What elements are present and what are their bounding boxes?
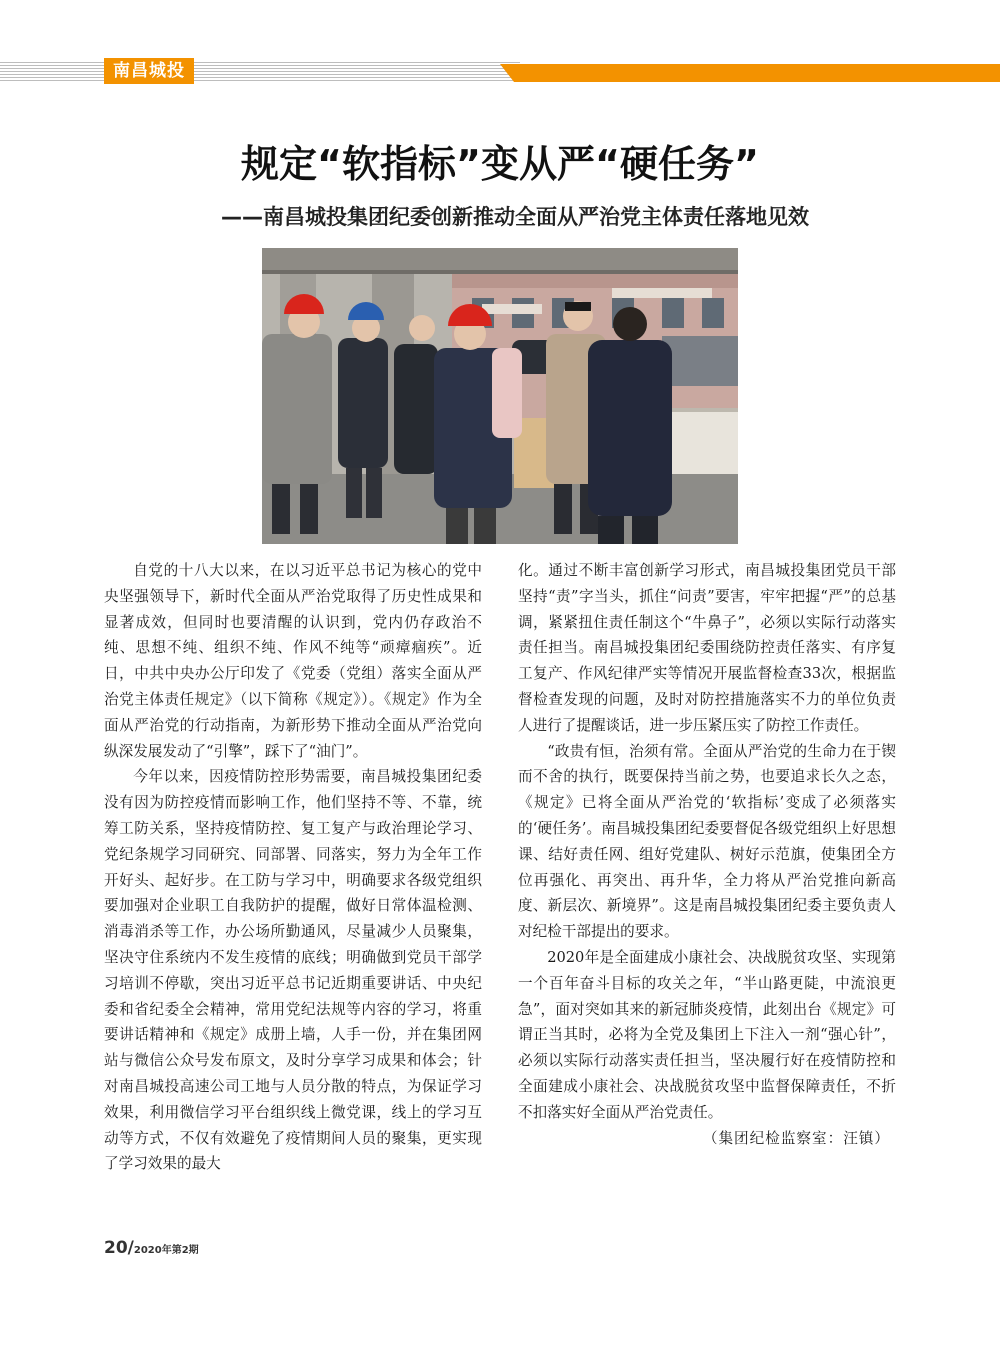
text-column-left [104,558,482,1177]
header-rule-lines [0,62,520,82]
paragraph: 2020年是全面建成小康社会、决战脱贫攻坚、实现第一个百年奋斗目标的攻关之年，“半山路更陡，中流浪更急”，面对突如其来的新冠肺炎疫情，此刻出台《规定》可谓正当其时，必将为全党及集团上下注入一剂“强心针”，必须以实际行动落实责任担当，坚决履行好在疫情防控和全面建成小康社会、决战脱贫攻坚中监督保障责任，不折不扣落实好全面从严治党责任。 [518,948,896,1121]
paragraph: “政贵有恒，治须有常。全面从严治党的生命力在于锲而不舍的执行，既要保持当前之势，也要追求长久之态，《规定》已将全面从严治党的‘软指标’变成了必须落实的‘硬任务’。南昌城投集团纪委要督促各级党组织上好思想课、结好责任网、组好党建队、树好示范旗，使集团全方位再强化、再突出、再升华，全力将从严治党推向新高度、新层次、新境界”。这是南昌城投集团纪委主要负责人对纪检干部提出的要求。 [518,742,896,941]
article-subtitle: ——南昌城投集团纪委创新推动全面从严治党主体责任落地见效 [221,205,809,229]
issue-label: 2020年第2期 [133,1245,199,1256]
paragraph-continued: 化。通过不断丰富创新学习形式，南昌城投集团党员干部坚持“责”字当头，抓住“问责”要害，牢牢把握“严”的总基调，紧紧扭住责任制这个“牛鼻子”，必须以实际行动落实责任担当。南昌城投集团纪委围绕防控责任落实、有序复工复产、作风纪律严实等情况开展监督检查33次，根据监督检查发现的问题，及时对防控措施落实不力的单位负责人进行了提醒谈话，进一步压紧压实了防控工作责任。 [518,562,896,734]
header-accent-bar [500,64,1000,82]
paragraph: 今年以来，因疫情防控形势需要，南昌城投集团纪委没有因为防控疫情而影响工作，他们坚持不等、不靠，统筹工防关系，坚持疫情防控、复工复产与政治理论学习、党纪条规学习同研究、同部署、同落实，努力为全年工作开好头、起好步。在工防与学习中，明确要求各级党组织要加强对企业职工自我防护的提醒，做好日常体温检测、消毒消杀等工作，办公场所勤通风，尽量减少人员聚集，坚决守住系统内不发生疫情的底线；明确做到党员干部学习培训不停歇，突出习近平总书记近期重要讲话、中央纪委和省纪委全会精神，常用党纪法规等内容的学习，将重要讲话精神和《规定》成册上墙，人手一份，并在集团网站与微信公众号发布原文，及时分享学习成果和体会；针对南昌城投高速公司工地与人员分散的特点，为保证学习效果，利用微信学习平台组织线上微党课，线上的学习互动等方式，不仅有效避免了疫情期间人员的聚集，更实现了学习效果的最大 [104,768,482,1173]
paragraph: 自党的十八大以来，在以习近平总书记为核心的党中央坚强领导下，新时代全面从严治党取得了历史性成果和显著成效，但同时也要清醒的认识到，党内仍存政治不纯、思想不纯、组织不纯、作风不纯等“顽瘴痼疾”。近日，中共中央办公厅印发了《党委（党组）落实全面从严治党主体责任规定》（以下简称《规定》）。《规定》作为全面从严治党的行动指南，为新形势下推动全面从严治党向纵深发展发动了“引擎”，踩下了“油门”。 [104,562,482,760]
page-number: 20/ [104,1238,134,1258]
article-credit: （集团纪检监察室：汪镇） [702,1129,890,1147]
article-photo [262,248,738,544]
article-title: 规定“软指标”变从严“硬任务” [241,142,759,186]
text-column-right [518,558,896,1151]
section-tag: 南昌城投 [104,58,194,84]
page-footer [104,1238,199,1258]
